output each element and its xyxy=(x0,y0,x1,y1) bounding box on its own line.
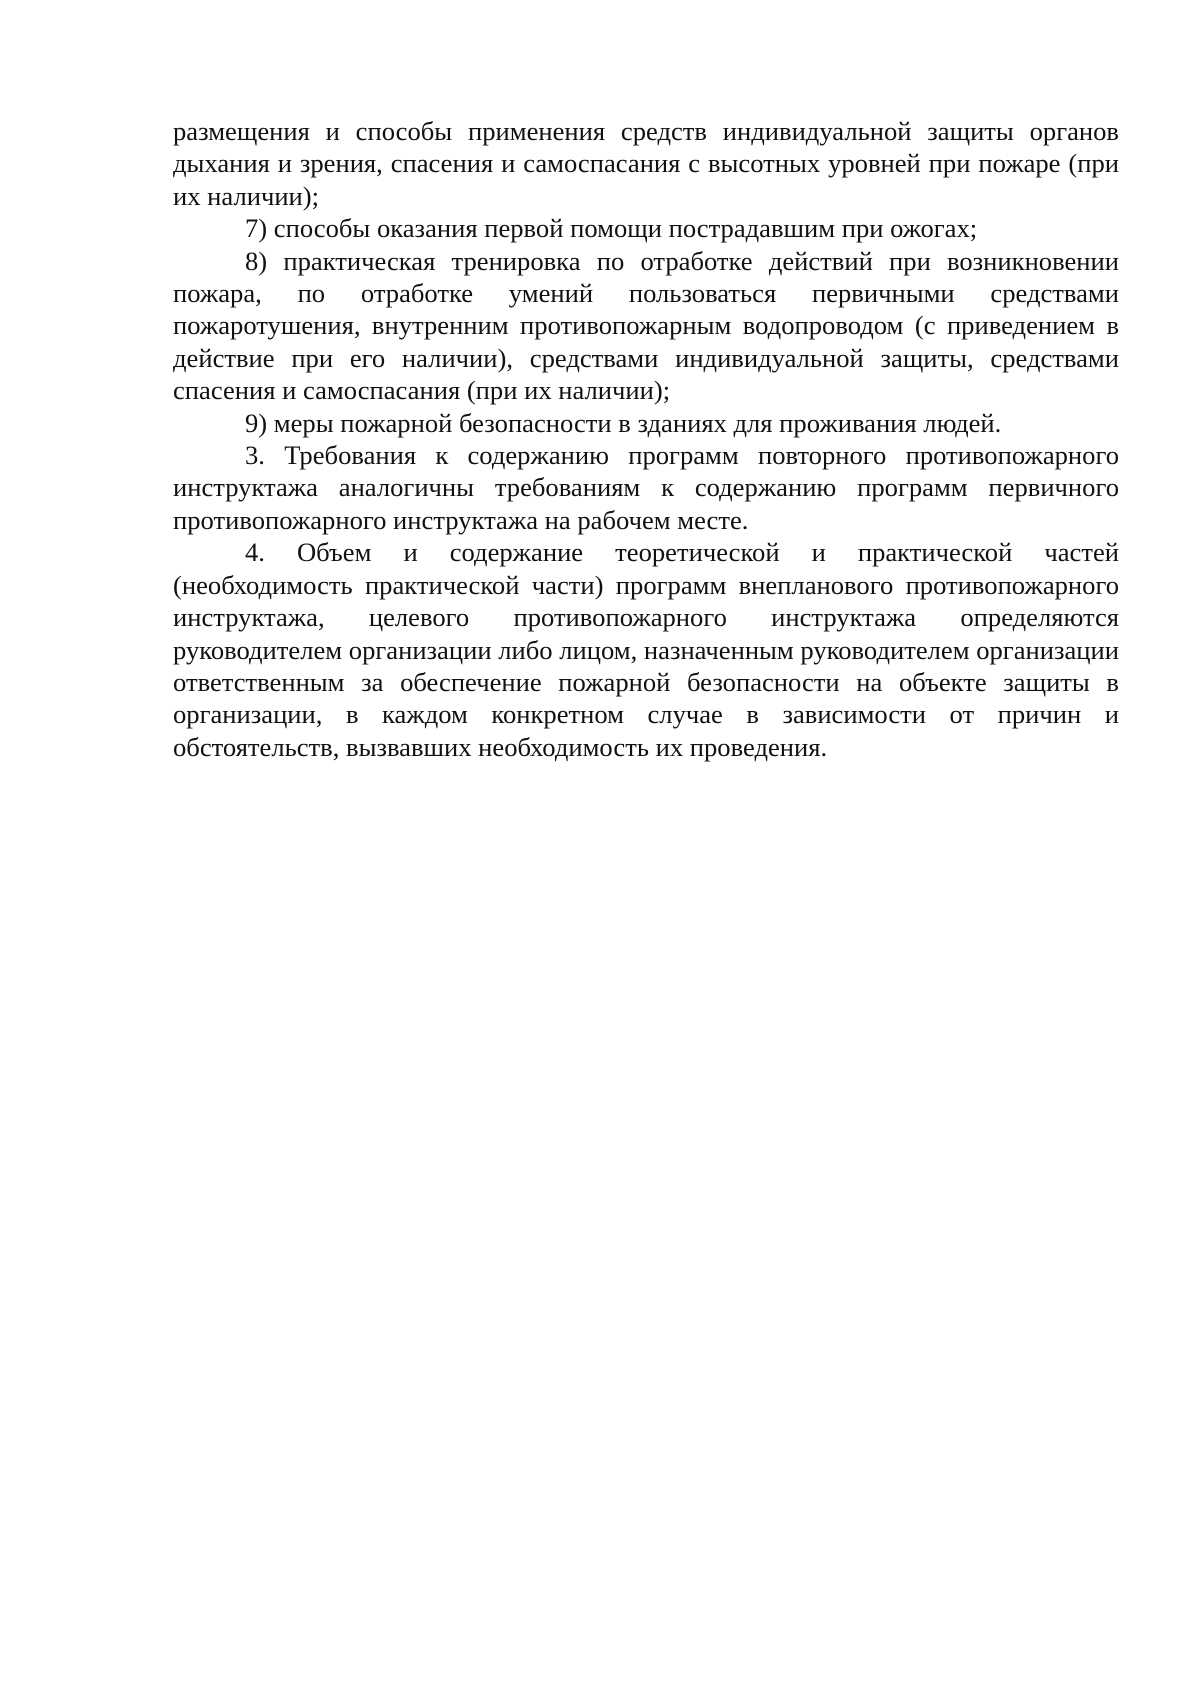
paragraph-item-8: 8) практическая тренировка по отработке действий при возникновении пожара, по отработке умений пользоваться первичными средствами пожаротушения, внутренним противопожарным водопроводом (с приведением в действие при его наличии), средствами индивидуальной защиты, средствами спасения и самоспасания (при их наличии); xyxy=(173,245,1119,406)
document-body xyxy=(173,115,1119,763)
paragraph-item-7: 7) способы оказания первой помощи пострадавшим при ожогах; xyxy=(245,213,978,244)
paragraph-section-3: 3. Требования к содержанию программ повторного противопожарного инструктажа аналогичны требованиям к содержанию программ первичного противопожарного инструктажа на рабочем месте. xyxy=(173,440,1119,535)
paragraph-item-9: 9) меры пожарной безопасности в зданиях для проживания людей. xyxy=(245,407,1002,438)
paragraph-continuation: размещения и способы применения средств индивидуальной защиты органов дыхания и зрения, спасения и самоспасания с высотных уровней при пожаре (при их наличии); xyxy=(173,116,1119,211)
paragraph-section-4: 4. Объем и содержание теоретической и практической частей (необходимость практической части) программ внепланового противопожарного инструктажа, целевого противопожарного инструктажа определяются руководителем организации либо лицом, назначенным руководителем организации ответственным за обеспечение пожарной безопасности на объекте защиты в организации, в каждом конкретном случае в зависимости от причин и обстоятельств, вызвавших необходимость их проведения. xyxy=(173,537,1119,762)
